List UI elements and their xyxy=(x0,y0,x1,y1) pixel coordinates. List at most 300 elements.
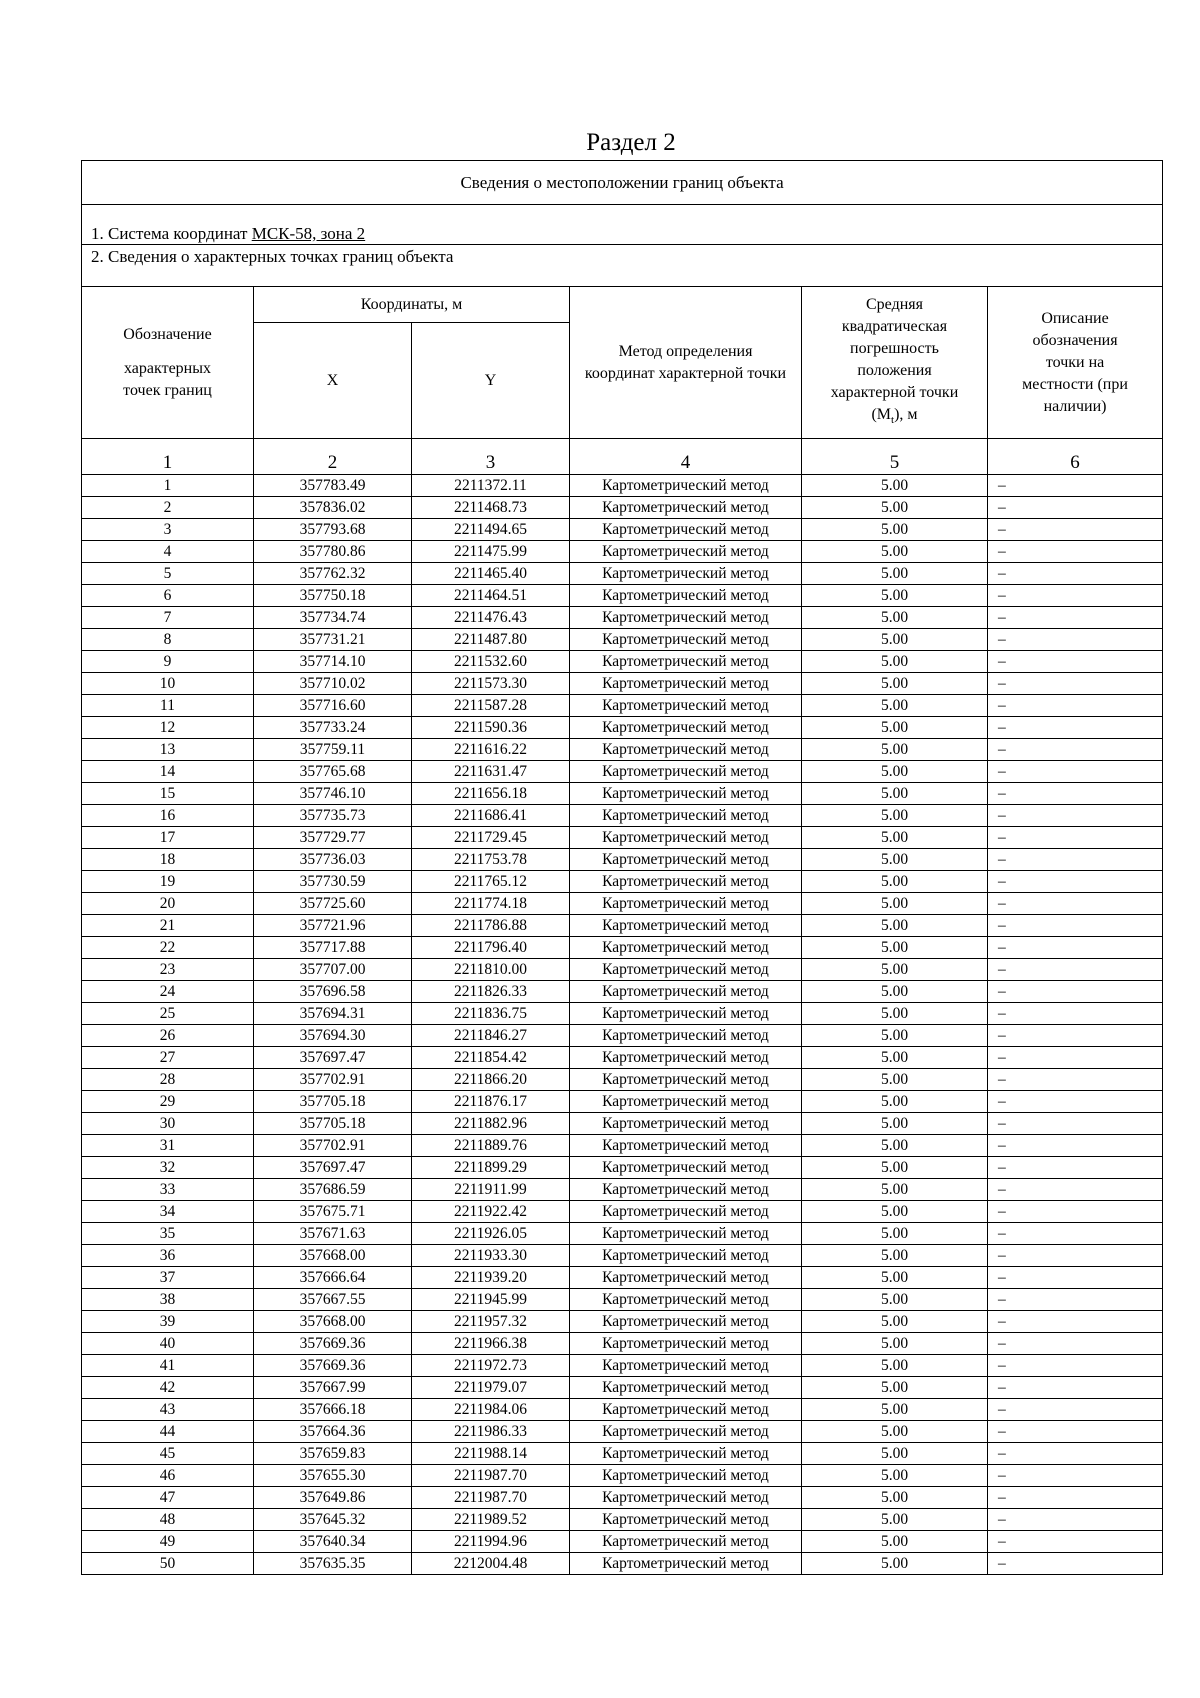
cell-description: – xyxy=(988,1465,1163,1487)
cell-point-number: 45 xyxy=(82,1443,254,1465)
cell-method: Картометрический метод xyxy=(570,1025,802,1047)
cell-point-number: 33 xyxy=(82,1179,254,1201)
cell-x-value: 357707.00 xyxy=(254,959,412,981)
coordinate-system-value: МСК-58, зона 2 xyxy=(251,224,366,243)
cell-point-number: 47 xyxy=(82,1487,254,1509)
cell-point-number: 23 xyxy=(82,959,254,981)
header-method: Метод определения координат характерной точки xyxy=(570,287,802,439)
header-y: Y xyxy=(412,323,570,439)
cell-error: 5.00 xyxy=(802,827,988,849)
cell-x-value: 357671.63 xyxy=(254,1223,412,1245)
cell-description: – xyxy=(988,1047,1163,1069)
cell-x-value: 357725.60 xyxy=(254,893,412,915)
table-row xyxy=(82,497,1163,519)
cell-method: Картометрический метод xyxy=(570,893,802,915)
cell-error: 5.00 xyxy=(802,541,988,563)
cell-y-value: 2211866.20 xyxy=(412,1069,570,1091)
table-row xyxy=(82,871,1163,893)
cell-y-value: 2211729.45 xyxy=(412,827,570,849)
cell-y-value: 2211796.40 xyxy=(412,937,570,959)
table-row xyxy=(82,1465,1163,1487)
table-row xyxy=(82,959,1163,981)
cell-point-number: 21 xyxy=(82,915,254,937)
points-heading: 2. Сведения о характерных точках границ объекта xyxy=(82,245,1163,287)
cell-y-value: 2211476.43 xyxy=(412,607,570,629)
cell-point-number: 41 xyxy=(82,1355,254,1377)
cell-error: 5.00 xyxy=(802,563,988,585)
cell-error: 5.00 xyxy=(802,1135,988,1157)
cell-y-value: 2211616.22 xyxy=(412,739,570,761)
cell-description: – xyxy=(988,1311,1163,1333)
cell-x-value: 357736.03 xyxy=(254,849,412,871)
cell-description: – xyxy=(988,849,1163,871)
cell-y-value: 2211487.80 xyxy=(412,629,570,651)
cell-error: 5.00 xyxy=(802,1487,988,1509)
cell-description: – xyxy=(988,1069,1163,1091)
cell-description: – xyxy=(988,1355,1163,1377)
column-number-6: 6 xyxy=(988,439,1163,475)
cell-y-value: 2211933.30 xyxy=(412,1245,570,1267)
cell-y-value: 2211372.11 xyxy=(412,475,570,497)
cell-point-number: 2 xyxy=(82,497,254,519)
cell-point-number: 25 xyxy=(82,1003,254,1025)
table-row xyxy=(82,761,1163,783)
cell-error: 5.00 xyxy=(802,475,988,497)
cell-method: Картометрический метод xyxy=(570,1421,802,1443)
cell-y-value: 2211889.76 xyxy=(412,1135,570,1157)
table-row xyxy=(82,651,1163,673)
cell-x-value: 357666.18 xyxy=(254,1399,412,1421)
table-row xyxy=(82,1135,1163,1157)
cell-method: Картометрический метод xyxy=(570,1047,802,1069)
cell-y-value: 2211464.51 xyxy=(412,585,570,607)
cell-error: 5.00 xyxy=(802,1091,988,1113)
cell-error: 5.00 xyxy=(802,497,988,519)
cell-point-number: 39 xyxy=(82,1311,254,1333)
table-row xyxy=(82,915,1163,937)
column-number-1: 1 xyxy=(82,439,254,475)
cell-description: – xyxy=(988,563,1163,585)
cell-description: – xyxy=(988,1333,1163,1355)
cell-x-value: 357705.18 xyxy=(254,1091,412,1113)
cell-y-value: 2211939.20 xyxy=(412,1267,570,1289)
table-row xyxy=(82,1179,1163,1201)
cell-x-value: 357668.00 xyxy=(254,1311,412,1333)
cell-point-number: 46 xyxy=(82,1465,254,1487)
cell-description: – xyxy=(988,541,1163,563)
cell-description: – xyxy=(988,739,1163,761)
cell-description: – xyxy=(988,783,1163,805)
cell-x-value: 357666.64 xyxy=(254,1267,412,1289)
table-row xyxy=(82,849,1163,871)
cell-x-value: 357697.47 xyxy=(254,1157,412,1179)
cell-y-value: 2211656.18 xyxy=(412,783,570,805)
cell-error: 5.00 xyxy=(802,1113,988,1135)
column-number-3: 3 xyxy=(412,439,570,475)
cell-description: – xyxy=(988,1113,1163,1135)
cell-error: 5.00 xyxy=(802,849,988,871)
table-row xyxy=(82,585,1163,607)
cell-x-value: 357729.77 xyxy=(254,827,412,849)
table-row xyxy=(82,805,1163,827)
cell-error: 5.00 xyxy=(802,1377,988,1399)
cell-description: – xyxy=(988,629,1163,651)
cell-y-value: 2211587.28 xyxy=(412,695,570,717)
cell-y-value: 2211911.99 xyxy=(412,1179,570,1201)
header-designation-line2: характерных xyxy=(124,359,211,377)
cell-point-number: 5 xyxy=(82,563,254,585)
cell-point-number: 16 xyxy=(82,805,254,827)
header-error-main: Средняя квадратическая погрешность положения характерной точки (M xyxy=(830,295,959,423)
cell-method: Картометрический метод xyxy=(570,1289,802,1311)
table-row xyxy=(82,1509,1163,1531)
cell-y-value: 2211988.14 xyxy=(412,1443,570,1465)
section-header: Сведения о местоположении границ объекта xyxy=(82,161,1163,205)
cell-error: 5.00 xyxy=(802,783,988,805)
table-row xyxy=(82,563,1163,585)
cell-error: 5.00 xyxy=(802,937,988,959)
cell-description: – xyxy=(988,1553,1163,1575)
cell-description: – xyxy=(988,1135,1163,1157)
cell-method: Картометрический метод xyxy=(570,981,802,1003)
cell-point-number: 26 xyxy=(82,1025,254,1047)
cell-description: – xyxy=(988,1091,1163,1113)
column-number-4: 4 xyxy=(570,439,802,475)
cell-error: 5.00 xyxy=(802,1333,988,1355)
cell-method: Картометрический метод xyxy=(570,1509,802,1531)
cell-description: – xyxy=(988,1421,1163,1443)
cell-method: Картометрический метод xyxy=(570,739,802,761)
table-row xyxy=(82,1531,1163,1553)
cell-y-value: 2211922.42 xyxy=(412,1201,570,1223)
table-row xyxy=(82,1421,1163,1443)
table-row xyxy=(82,1487,1163,1509)
cell-method: Картометрический метод xyxy=(570,717,802,739)
cell-description: – xyxy=(988,1487,1163,1509)
cell-x-value: 357635.35 xyxy=(254,1553,412,1575)
cell-point-number: 44 xyxy=(82,1421,254,1443)
cell-error: 5.00 xyxy=(802,585,988,607)
cell-description: – xyxy=(988,497,1163,519)
cell-point-number: 40 xyxy=(82,1333,254,1355)
table-row xyxy=(82,673,1163,695)
cell-point-number: 4 xyxy=(82,541,254,563)
cell-y-value: 2211979.07 xyxy=(412,1377,570,1399)
cell-error: 5.00 xyxy=(802,739,988,761)
cell-description: – xyxy=(988,695,1163,717)
cell-method: Картометрический метод xyxy=(570,761,802,783)
cell-method: Картометрический метод xyxy=(570,1135,802,1157)
table-row xyxy=(82,1443,1163,1465)
cell-method: Картометрический метод xyxy=(570,915,802,937)
header-designation-line3: точек границ xyxy=(123,381,212,399)
cell-error: 5.00 xyxy=(802,1047,988,1069)
cell-method: Картометрический метод xyxy=(570,563,802,585)
cell-description: – xyxy=(988,673,1163,695)
cell-y-value: 2211590.36 xyxy=(412,717,570,739)
cell-point-number: 36 xyxy=(82,1245,254,1267)
cell-error: 5.00 xyxy=(802,717,988,739)
cell-error: 5.00 xyxy=(802,959,988,981)
cell-description: – xyxy=(988,959,1163,981)
cell-y-value: 2211786.88 xyxy=(412,915,570,937)
cell-y-value: 2211994.96 xyxy=(412,1531,570,1553)
cell-method: Картометрический метод xyxy=(570,1201,802,1223)
cell-error: 5.00 xyxy=(802,805,988,827)
cell-error: 5.00 xyxy=(802,1399,988,1421)
table-row xyxy=(82,1377,1163,1399)
cell-point-number: 30 xyxy=(82,1113,254,1135)
cell-point-number: 12 xyxy=(82,717,254,739)
cell-y-value: 2211686.41 xyxy=(412,805,570,827)
cell-method: Картометрический метод xyxy=(570,937,802,959)
cell-point-number: 9 xyxy=(82,651,254,673)
cell-point-number: 28 xyxy=(82,1069,254,1091)
cell-y-value: 2211882.96 xyxy=(412,1113,570,1135)
cell-x-value: 357668.00 xyxy=(254,1245,412,1267)
cell-x-value: 357702.91 xyxy=(254,1135,412,1157)
table-row xyxy=(82,1267,1163,1289)
header-error-sub: t xyxy=(891,414,895,427)
cell-error: 5.00 xyxy=(802,915,988,937)
table-row xyxy=(82,1025,1163,1047)
cell-error: 5.00 xyxy=(802,651,988,673)
cell-error: 5.00 xyxy=(802,981,988,1003)
cell-x-value: 357762.32 xyxy=(254,563,412,585)
cell-description: – xyxy=(988,937,1163,959)
cell-point-number: 24 xyxy=(82,981,254,1003)
column-number-2: 2 xyxy=(254,439,412,475)
table-row xyxy=(82,937,1163,959)
cell-error: 5.00 xyxy=(802,695,988,717)
table-row xyxy=(82,1553,1163,1575)
cell-error: 5.00 xyxy=(802,1509,988,1531)
cell-point-number: 32 xyxy=(82,1157,254,1179)
cell-method: Картометрический метод xyxy=(570,871,802,893)
cell-error: 5.00 xyxy=(802,1421,988,1443)
boundary-points-table xyxy=(81,160,1163,1575)
cell-point-number: 18 xyxy=(82,849,254,871)
table-row xyxy=(82,629,1163,651)
cell-y-value: 2211986.33 xyxy=(412,1421,570,1443)
cell-method: Картометрический метод xyxy=(570,585,802,607)
table-row xyxy=(82,519,1163,541)
cell-x-value: 357669.36 xyxy=(254,1333,412,1355)
cell-y-value: 2211573.30 xyxy=(412,673,570,695)
cell-point-number: 38 xyxy=(82,1289,254,1311)
table-row xyxy=(82,1091,1163,1113)
table-row xyxy=(82,1047,1163,1069)
cell-description: – xyxy=(988,1289,1163,1311)
cell-x-value: 357733.24 xyxy=(254,717,412,739)
cell-point-number: 35 xyxy=(82,1223,254,1245)
cell-error: 5.00 xyxy=(802,1465,988,1487)
cell-method: Картометрический метод xyxy=(570,475,802,497)
cell-error: 5.00 xyxy=(802,519,988,541)
cell-method: Картометрический метод xyxy=(570,1113,802,1135)
cell-point-number: 13 xyxy=(82,739,254,761)
cell-point-number: 22 xyxy=(82,937,254,959)
cell-y-value: 2211987.70 xyxy=(412,1487,570,1509)
cell-error: 5.00 xyxy=(802,1553,988,1575)
column-number-5: 5 xyxy=(802,439,988,475)
cell-point-number: 11 xyxy=(82,695,254,717)
cell-description: – xyxy=(988,1245,1163,1267)
table-row xyxy=(82,541,1163,563)
cell-method: Картометрический метод xyxy=(570,1223,802,1245)
cell-x-value: 357694.31 xyxy=(254,1003,412,1025)
cell-y-value: 2211532.60 xyxy=(412,651,570,673)
cell-x-value: 357675.71 xyxy=(254,1201,412,1223)
cell-x-value: 357716.60 xyxy=(254,695,412,717)
cell-method: Картометрический метод xyxy=(570,1267,802,1289)
cell-point-number: 34 xyxy=(82,1201,254,1223)
cell-x-value: 357640.34 xyxy=(254,1531,412,1553)
coordinate-system xyxy=(82,205,1163,245)
cell-error: 5.00 xyxy=(802,1223,988,1245)
cell-description: – xyxy=(988,761,1163,783)
cell-y-value: 2211876.17 xyxy=(412,1091,570,1113)
cell-point-number: 14 xyxy=(82,761,254,783)
cell-x-value: 357750.18 xyxy=(254,585,412,607)
cell-method: Картометрический метод xyxy=(570,805,802,827)
cell-point-number: 50 xyxy=(82,1553,254,1575)
cell-y-value: 2211631.47 xyxy=(412,761,570,783)
header-description: Описание обозначения точки на местности (при наличии) xyxy=(988,287,1163,439)
cell-x-value: 357836.02 xyxy=(254,497,412,519)
table-row xyxy=(82,1069,1163,1091)
cell-description: – xyxy=(988,805,1163,827)
cell-y-value: 2211972.73 xyxy=(412,1355,570,1377)
table-row xyxy=(82,893,1163,915)
cell-point-number: 7 xyxy=(82,607,254,629)
table-row xyxy=(82,783,1163,805)
cell-y-value: 2211945.99 xyxy=(412,1289,570,1311)
cell-y-value: 2211468.73 xyxy=(412,497,570,519)
cell-error: 5.00 xyxy=(802,1157,988,1179)
cell-description: – xyxy=(988,607,1163,629)
cell-x-value: 357780.86 xyxy=(254,541,412,563)
header-designation-line1: Обозначение xyxy=(123,325,212,343)
cell-description: – xyxy=(988,827,1163,849)
cell-y-value: 2211984.06 xyxy=(412,1399,570,1421)
table-row xyxy=(82,1289,1163,1311)
cell-y-value: 2211957.32 xyxy=(412,1311,570,1333)
cell-x-value: 357655.30 xyxy=(254,1465,412,1487)
cell-point-number: 15 xyxy=(82,783,254,805)
cell-point-number: 29 xyxy=(82,1091,254,1113)
cell-description: – xyxy=(988,1443,1163,1465)
cell-error: 5.00 xyxy=(802,1443,988,1465)
cell-description: – xyxy=(988,871,1163,893)
cell-description: – xyxy=(988,981,1163,1003)
cell-y-value: 2212004.48 xyxy=(412,1553,570,1575)
cell-method: Картометрический метод xyxy=(570,497,802,519)
cell-x-value: 357735.73 xyxy=(254,805,412,827)
cell-x-value: 357765.68 xyxy=(254,761,412,783)
cell-method: Картометрический метод xyxy=(570,1443,802,1465)
cell-description: – xyxy=(988,1223,1163,1245)
header-x: X xyxy=(254,323,412,439)
table-row xyxy=(82,1201,1163,1223)
cell-y-value: 2211765.12 xyxy=(412,871,570,893)
cell-error: 5.00 xyxy=(802,893,988,915)
cell-x-value: 357783.49 xyxy=(254,475,412,497)
cell-method: Картометрический метод xyxy=(570,1091,802,1113)
cell-method: Картометрический метод xyxy=(570,959,802,981)
cell-y-value: 2211899.29 xyxy=(412,1157,570,1179)
cell-error: 5.00 xyxy=(802,1245,988,1267)
cell-error: 5.00 xyxy=(802,1355,988,1377)
header-coordinates: Координаты, м xyxy=(254,287,570,323)
header-error-tail: ), м xyxy=(894,405,918,423)
cell-description: – xyxy=(988,585,1163,607)
cell-method: Картометрический метод xyxy=(570,1333,802,1355)
cell-method: Картометрический метод xyxy=(570,607,802,629)
table-row xyxy=(82,607,1163,629)
table-row xyxy=(82,1245,1163,1267)
cell-error: 5.00 xyxy=(802,1531,988,1553)
cell-error: 5.00 xyxy=(802,761,988,783)
cell-error: 5.00 xyxy=(802,1201,988,1223)
cell-method: Картометрический метод xyxy=(570,1531,802,1553)
cell-method: Картометрический метод xyxy=(570,827,802,849)
cell-error: 5.00 xyxy=(802,871,988,893)
cell-method: Картометрический метод xyxy=(570,629,802,651)
cell-method: Картометрический метод xyxy=(570,1179,802,1201)
page-title: Раздел 2 xyxy=(586,129,676,156)
cell-description: – xyxy=(988,915,1163,937)
cell-description: – xyxy=(988,1157,1163,1179)
cell-x-value: 357694.30 xyxy=(254,1025,412,1047)
table-row xyxy=(82,1333,1163,1355)
table-row xyxy=(82,1003,1163,1025)
table-row xyxy=(82,1399,1163,1421)
cell-description: – xyxy=(988,1509,1163,1531)
cell-y-value: 2211854.42 xyxy=(412,1047,570,1069)
cell-point-number: 17 xyxy=(82,827,254,849)
cell-point-number: 20 xyxy=(82,893,254,915)
cell-method: Картометрический метод xyxy=(570,695,802,717)
table-row xyxy=(82,1157,1163,1179)
cell-x-value: 357746.10 xyxy=(254,783,412,805)
table-row xyxy=(82,739,1163,761)
cell-point-number: 8 xyxy=(82,629,254,651)
cell-error: 5.00 xyxy=(802,1289,988,1311)
cell-description: – xyxy=(988,519,1163,541)
cell-x-value: 357645.32 xyxy=(254,1509,412,1531)
cell-description: – xyxy=(988,1267,1163,1289)
cell-x-value: 357702.91 xyxy=(254,1069,412,1091)
cell-method: Картометрический метод xyxy=(570,1377,802,1399)
cell-x-value: 357669.36 xyxy=(254,1355,412,1377)
cell-y-value: 2211836.75 xyxy=(412,1003,570,1025)
cell-point-number: 3 xyxy=(82,519,254,541)
cell-point-number: 31 xyxy=(82,1135,254,1157)
cell-y-value: 2211989.52 xyxy=(412,1509,570,1531)
cell-method: Картометрический метод xyxy=(570,783,802,805)
cell-method: Картометрический метод xyxy=(570,1465,802,1487)
cell-error: 5.00 xyxy=(802,1311,988,1333)
table-row xyxy=(82,1113,1163,1135)
cell-description: – xyxy=(988,1201,1163,1223)
cell-x-value: 357705.18 xyxy=(254,1113,412,1135)
cell-method: Картометрический метод xyxy=(570,541,802,563)
cell-x-value: 357759.11 xyxy=(254,739,412,761)
cell-method: Картометрический метод xyxy=(570,1069,802,1091)
cell-y-value: 2211926.05 xyxy=(412,1223,570,1245)
cell-description: – xyxy=(988,651,1163,673)
